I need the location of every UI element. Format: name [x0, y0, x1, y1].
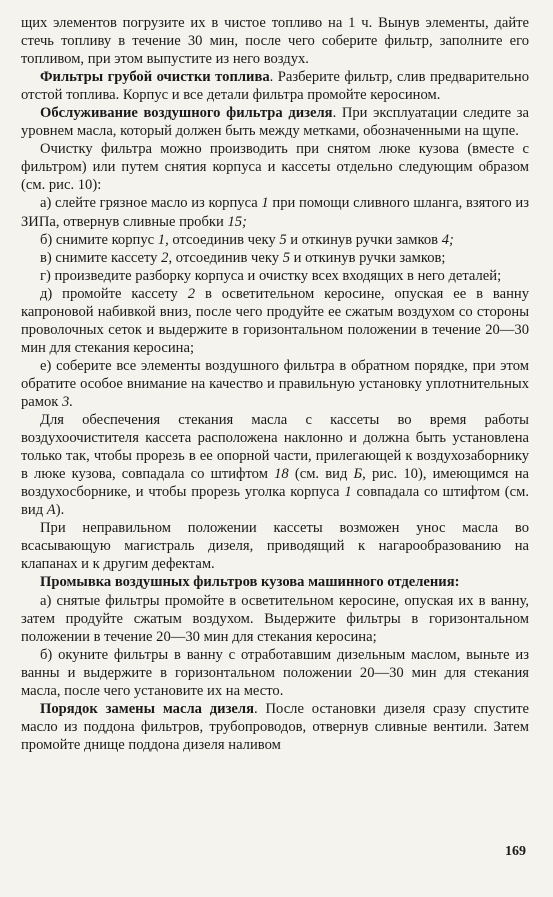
paragraph: [21, 285, 529, 357]
text-run: щих элементов погрузите их в чистое топливо на 1 ч. Вынув элементы, дайте стечь топливу в течение 30 мин, после чего соберите фильтр, заполните его топливом, при этом выпустите из него воздух.: [21, 15, 529, 68]
paragraph: [21, 700, 529, 754]
italic-reference: 1: [344, 484, 352, 501]
text-run: б) снимите корпус: [40, 231, 158, 248]
paragraph: [21, 104, 529, 140]
text-run: . Разберите фильтр, слив предварительно отстой топлива. Корпус и все детали фильтра промойте керосином.: [21, 69, 529, 104]
bold-heading-text: Фильтры грубой очистки топлива: [40, 69, 270, 86]
paragraph: [21, 592, 529, 646]
paragraph: [21, 194, 529, 230]
paragraph: [21, 231, 529, 249]
text-run: б) окуните фильтры в ванну с отработавшим дизельным маслом, выньте из ванны и выдержите в горизонтальном положении 20—30 мин для стекания масла, после чего установите их на место.: [21, 646, 529, 699]
italic-reference: Б,: [353, 466, 366, 483]
body-text: [21, 14, 529, 754]
bold-heading-text: Обслуживание воздушного фильтра дизеля: [40, 105, 333, 122]
italic-reference: 5: [282, 249, 290, 266]
text-run: и откинув ручки замков;: [289, 249, 446, 266]
text-run: отсоединив чеку: [168, 231, 280, 248]
text-run: При неправильном положении кассеты возможен унос масла во всасывающую магистраль дизеля, приводящий к нагарообразованию на клапанах и к другим дефектам.: [21, 520, 529, 573]
bold-heading-text: Порядок замены масла дизеля: [40, 700, 254, 717]
text-run: и откинув ручки замков: [286, 231, 442, 248]
text-run: а) слейте грязное масло из корпуса: [40, 195, 262, 212]
page-number: 169: [505, 844, 526, 859]
italic-reference: 1,: [157, 231, 169, 248]
paragraph: [21, 573, 529, 591]
paragraph: [21, 267, 529, 285]
text-run: а) снятые фильтры промойте в осветительном керосине, опуская их в ванну, затем продуйте сжатым воздухом. Выдержите фильтры в горизонтальном положении в течение 20—30 мин для стекания керосина;: [21, 592, 529, 645]
text-run: совпадала со штифтом (см. вид: [21, 484, 529, 519]
text-run: . При эксплуатации следите за уровнем масла, который должен быть между метками, обозначенными на щупе.: [21, 105, 529, 140]
italic-reference: 2: [187, 285, 196, 302]
text-run: (см. вид: [288, 466, 354, 483]
italic-reference: 15;: [227, 213, 247, 230]
italic-reference: 2,: [161, 249, 173, 266]
text-run: е) соберите все элементы воздушного фильтра в обратном порядке, при этом обратите особое внимание на качество и правильную установку уплотнительных рамок: [21, 357, 529, 410]
paragraph: [21, 357, 529, 411]
text-run: д) промойте кассету: [40, 285, 188, 302]
text-run: Для обеспечения стекания масла с кассеты во время работы воздухоочистителя кассета расположена наклонно и должна быть установлена только так, чтобы прорезь в ее опорной части, прилегающей к воздухозаборнику в люке кузова, совпадала со штифтом: [21, 412, 529, 483]
italic-reference: 4;: [441, 231, 454, 248]
paragraph: [21, 249, 529, 267]
paragraph: [21, 411, 529, 519]
text-run: рис. 10), имеющимся на воздухосборнике, и чтобы прорезь уголка корпуса: [21, 466, 529, 501]
paragraph: [21, 68, 529, 104]
italic-reference: А: [46, 502, 56, 519]
text-run: ).: [55, 502, 65, 519]
text-run: в) снимите кассету: [40, 249, 162, 266]
text-run: Очистку фильтра можно производить при снятом люке кузова (вместе с фильтром) или путем снятия корпуса и кассеты отдельно следующим образом (см. рис. 10):: [21, 141, 529, 194]
text-run: в осветительном керосине, опуская ее в ванну капроновой набивкой вниз, после чего продуйте ее сжатым воздухом со стороны проволочных сеток и выдержите в горизонтальном положении в течение 20—30 мин для стекания керосина;: [21, 285, 529, 356]
italic-reference: 5: [279, 231, 287, 248]
italic-reference: 1: [261, 195, 269, 212]
paragraph: [21, 646, 529, 700]
paragraph: [21, 14, 529, 68]
paragraph: [21, 140, 529, 194]
text-run: г) произведите разборку корпуса и очистку всех входящих в него деталей;: [40, 267, 502, 284]
text-run: при помощи сливного шланга, взятого из ЗИПа, отвернув сливные пробки: [21, 195, 529, 230]
italic-reference: 18: [274, 466, 289, 483]
text-run: . После остановки дизеля сразу спустите масло из поддона фильтров, трубопроводов, отвернув сливные вентили. Затем промойте днище поддона дизеля наливом: [21, 700, 529, 753]
italic-reference: 3.: [62, 393, 73, 410]
paragraph: [21, 519, 529, 573]
text-run: отсоединив чеку: [172, 249, 283, 266]
bold-heading-text: Промывка воздушных фильтров кузова машинного отделения:: [40, 574, 460, 591]
